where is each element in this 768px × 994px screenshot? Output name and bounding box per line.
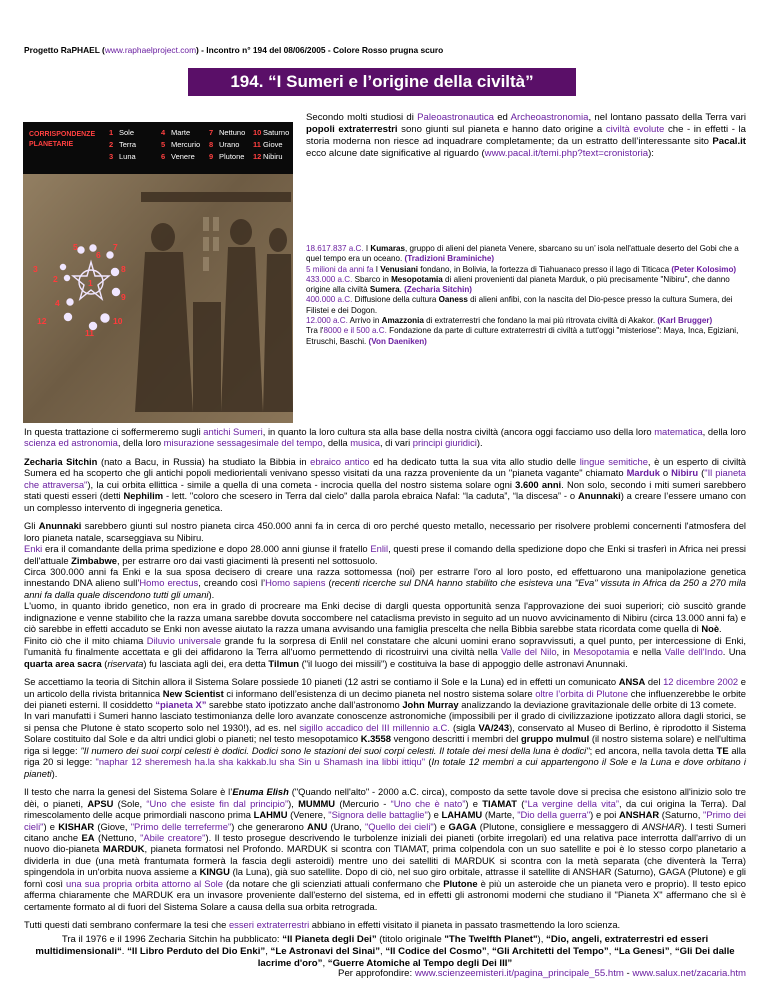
link-pianeta-attraversa[interactable]: "Il pianeta che attraversa" (24, 467, 746, 490)
link-enlil[interactable]: Enlil (370, 543, 389, 555)
star-number: 2 (53, 274, 58, 284)
legend-planet-name: Plutone (219, 152, 245, 161)
legend-number: 12 (253, 152, 262, 161)
legend-title-1: CORRISPONDENZE (29, 131, 96, 138)
paragraph-5: Il testo che narra la genesi del Sistema Solare è l’Enuma Elish ("Quando nell'alto" - 2000 a.C. circa), composto da sette tavole dove si precisa che esistono all'inizio solo tre dèi, o pianeti, APSU (Sole, “Uno che esiste fin dal principio”), MUMMU (Mercurio - “Uno che è nato”) e TIAMAT (“La vergine della vita”, da cui origina la Terra). Dal rimescolamento delle acque primordiali nascono prima LAHMU (Venere, "Signora delle battaglie") e LAHAMU (Marte, "Dio della guerra") e poi ANSHAR (Saturno, "Primo dei cieli") e KISHAR (Giove, "Primo delle terreferme") che generarono ANU (Urano, "Quello dei cieli") e GAGA (Plutone, consigliere e messaggero di ANSHAR). I testi Sumeri citano anche EA (Nettuno, "Abile creatore"). Il testo prosegue descrivendo le turbolenze iniziali dei pianeti (orbite irregolari) ed una relativa pace interrotta dall'arrivo di un nuovo dio-pianeta MARDUK, pianeta formatosi nel Profondo. MARDUK si scontra con TIAMAT, prima colpendola con un suo satellite e poi è lo stesso corpo planetario a dividerla in due (una metà frantumata formerà la fascia degli asteroidi) mentre uno dei satelliti di MARDUK si scontra con la metà separata (che diventerà la Terra) spingendola in un'orbita nuova assieme a KINGU (la Luna), già suo satellite. Dopo di ciò, nel suo giro orbitale, attrasse il satellite di ANSHAR (Saturno), GAGA (Plutone) e gli fornì così una sua propria orbita attorno al Sole (da notare che gli scienziati attuali confermano che Plutone è più un asteroide che un pianeta vero e proprio). Il testo epico afferma chiaramente che MARDUK era un invasore proveniente dall'esterno del sistema, ed in effetti gli astronomi moderni che studiano il "Pianeta X" affermano che sì è certamente formato al di fuori del Sistema Solare a causa della sua orbita retrograda. (24, 786, 747, 912)
link-lahamu[interactable]: "Dio della guerra" (517, 809, 591, 821)
article-body (24, 426, 746, 938)
link-esseri-extraterrestri[interactable]: esseri extraterrestri (228, 919, 310, 931)
legend-title-2: PLANETARIE (29, 141, 74, 148)
link-pianeta-x[interactable]: “pianeta X” (155, 698, 207, 710)
link-pacal[interactable]: www.pacal.it/temi.php?text=cronistoria (484, 148, 649, 159)
seal-band (141, 192, 291, 202)
legend-number: 10 (253, 128, 262, 137)
link-mummu[interactable]: “Uno che è nato” (390, 797, 466, 809)
planet-dot (61, 265, 66, 270)
header-link[interactable]: www.raphaelproject.com (104, 45, 197, 55)
timeline-item: Tra l'8000 e il 500 a.C. Fondazione da parte di culture extraterrestri di civiltà a tutt'oggi "misteriose": Maya, Inca, Egiziani, Etruschi, Baschi. (Von Daeniken) (306, 326, 739, 346)
star-number: 12 (37, 316, 47, 326)
star-number: 10 (113, 316, 123, 326)
legend-number: 3 (109, 152, 114, 161)
legend-number: 8 (209, 140, 214, 149)
legend-planet-name: Mercurio (171, 140, 201, 149)
planet-dot (65, 314, 72, 321)
legend-planet-name: Venere (171, 152, 195, 161)
cuneiform-mark (203, 237, 209, 251)
throne (193, 302, 221, 412)
figure-head (230, 219, 252, 245)
star-number: 11 (85, 328, 94, 338)
link-ea[interactable]: "Abile creatore" (140, 831, 206, 843)
legend-number: 4 (161, 128, 166, 137)
link-oltre-plutone[interactable]: oltre l’orbita di Plutone (535, 687, 629, 699)
star-number: 1 (88, 278, 93, 288)
link-antichi-sumeri[interactable]: antichi Sumeri (203, 426, 263, 437)
link-valle-indo[interactable]: Valle dell'Indo (664, 646, 723, 658)
link-misurazione-tempo[interactable]: misurazione sessagesimale del tempo (163, 437, 323, 449)
planet-dot (67, 299, 73, 305)
books-list: Tra il 1976 e il 1996 Zecharia Sitchin ha pubblicato: “Il Pianeta degli Dei” (titolo originale "The Twelfth Planet"), “Dio, angeli, extraterrestri ed esseri multidimensionali“. “Il Libro Perduto del Dio Enki”, “Le Astronavi del Sinai”, “Il Codice del Cosmo”, “Gli Architetti del Tempo”, “La Genesi”, “Gli Dei dalle lacrime d'oro”, “Guerre Atomiche al Tempo degli Dei III” (35, 934, 735, 969)
legend-planet-name: Luna (119, 152, 136, 161)
paragraph-4: Se accettiamo la teoria di Sitchin allora il Sistema Solare possiede 10 pianeti (12 astri se contiamo il Sole e la Luna) ed in effetti un comunicato ANSA del 12 dicembre 2002 e un articolo della rivista britannica New Scientist ci informano dell’esistenza di un decimo pianeta nel nostro sistema solare oltre l’orbita di Plutone che influenzerebbe le orbite dei pianeti esterni. Il cosiddetto “pianeta X” sarebbe stato ipotizzato anche dall’astronomo John Murray analizzando la deviazione gravitazionale delle orbite di 13 comete. In vari manufatti i Sumeri hanno lasciato testimonianza delle loro avanzate conoscenze astronomiche (impossibili per il grado di civilizzazione ipotizzato allora dagli storici, se si pensa che Plutone è stato scoperto solo nel 1930!), ad es. nel sigillo accadico del III millennio a.C. (sigla VA/243), conservato al Museo di Berlino, è riprodotto il Sistema Solare costituito dal Sole e da altri undici globi o pianeti; nel testo mesopotamico K.3558 vengono descritti i membri del gruppo mulmul (il nostro sistema solare) e nell'ultima riga si legge: "Il numero dei suoi corpi celesti è dodici. Dodici sono le stazioni dei suoi corpi celesti. Il totale dei mesi della luna è dodici"; ed ancora, nella tavola detta TE alla riga 20 si legge: "naphar 12 sheremesh ha.la sha kakkab.lu sha Sin u Shamash ina libbi ittiqu" (In totale 12 membri a cui appartengono il Sole e la Luna e dove orbitano i pianeti). (24, 676, 747, 779)
legend-planet-name: Urano (219, 140, 240, 149)
legend-number: 1 (109, 128, 114, 137)
link-tavola-te[interactable]: "naphar 12 sheremesh ha.la sha kakkab.lu sha Sin u Shamash ina libbi ittiqu" (95, 756, 426, 768)
link-kishar[interactable]: "Primo delle terreferme" (130, 820, 232, 832)
link-lingue-semitiche[interactable]: lingue semitiche (579, 455, 648, 467)
link-sigillo-accadico[interactable]: sigillo accadico del III millennio a.C. (299, 721, 450, 733)
legend-number: 9 (209, 152, 214, 161)
link-valle-nilo[interactable]: Valle del Nilo (500, 646, 557, 658)
legend-planet-name: Sole (119, 128, 135, 137)
timeline (306, 244, 746, 347)
link-orbita-sole[interactable]: una sua propria orbita attorno al Sole (66, 877, 223, 889)
link-enki[interactable]: Enki (24, 543, 43, 555)
timeline-item: 400.000 a.C. Diffusione della cultura Oaness di alieni anfibi, con la nascita del Dio-pesce presso la cultura Sumera, dei Filistei e dei Dogon. (306, 295, 733, 315)
paragraph-6: Tutti questi dati sembrano confermare la tesi che esseri extraterrestri abbiano in effetti visitato il pianeta in passato trasmettendo la loro scienza. (24, 919, 621, 931)
link-civilta-evolute[interactable]: civiltà evolute (605, 124, 665, 135)
paragraph-2: Zecharia Sitchin (nato a Bacu, in Russia) ha studiato la Bibbia in ebraico antico ed ha dedicato tutta la sua vita allo studio delle lingue semitiche, è un esperto di civiltà Sumera ed ha scoperto che gli antichi popoli mediorientali venivano spesso visitati da una razza proveniente da un "pianeta vagante" chiamato Marduk o Nibiru ("Il pianeta che attraversa"), la cui orbita ellittica - simile a quella di una cometa - incrocia quella del nostro sistema solare ogni 3.600 anni. Non solo, secondo i miti sumeri sarebbero stati questi esseri (detti Nephilim - lett. "coloro che scesero in Terra dal cielo" dalla parola ebraica Nafal: “la caduta”, “la discesa” - o Anunnaki) a creare l’essere umano con un complesso intervento di ingegneria genetica. (24, 455, 747, 513)
link-tiamat[interactable]: “La vergine della vita” (524, 797, 619, 809)
legend-planet-name: Nibiru (263, 152, 283, 161)
legend-number: 7 (209, 128, 214, 137)
cuneiform-mark (213, 217, 219, 231)
link-ansa-2002[interactable]: 12 dicembre 2002 (663, 676, 739, 688)
cuneiform-mark (203, 257, 209, 271)
planet-dot (113, 289, 120, 296)
planet-dot (78, 247, 84, 253)
link-ebraico-antico[interactable]: ebraico antico (310, 455, 370, 467)
link-archeoastronomia[interactable]: Archeoastronomia (510, 112, 589, 123)
legend-planet-name: Saturno (263, 128, 290, 137)
seated-figure (135, 252, 193, 412)
link-matematica[interactable]: matematica (654, 426, 703, 437)
star-number: 3 (33, 264, 38, 274)
timeline-item: 433.000 a.C. Sbarco in Mesopotamia di alieni provenienti dal pianeta Marduk, o più precisamente "Nibiru", che danno origine alla civiltà Sumera. (Zecharia Sitchin) (306, 274, 730, 295)
legend-number: 2 (109, 140, 114, 149)
paragraph-3: Gli Anunnaki sarebbero giunti sul nostro pianeta circa 450.000 anni fa in cerca di oro perché questo metallo, necessario per risolvere problemi concernenti l'atmosfera del loro pianeta natale, scarseggiava su Nibiru. Enki era il comandante della prima spedizione e dopo 28.000 anni giunse il fratello Enlil, questi prese il comando della spedizione dopo che Enki si trasferì in Africa nei pressi dell'attuale Zimbabwe, per estrarre oro dai vasti giacimenti là presenti nel sottosuolo. Circa 300.000 anni fa Enki e la sua sposa decisero di creare una razza sottomessa (noi) per estrarre l'oro al loro posto, ed effettuarono una manipolazione genetica innestando DNA alieno sull’Homo erectus, creando così l’Homo sapiens (recenti ricerche sul DNA hanno stabilito che esisteva una "Eva" vissuta in Africa da 250 a 270 mila anni fa dalla quale discendono tutti gli umani). L'uomo, in quanto ibrido genetico, non era in grado di procreare ma Enki decise di dargli questa opportunità senza l'approvazione dei suoi superiori; ciò suscitò grande indignazione e venne stabilito che la razza umana sarebbe dovuta soccombere nel cataclisma previsto in seguito ad un nuovo avvicinamento di Nibiru (circa 13.000 anni fa) e ciò sarebbe in effetti accaduto se Enki non avesse aiutato la razza umana avvisando una famiglia prescelta che nella Bibbia sarebbe stata ricordata come quella di Noè. Finito ciò che il mito chiama Diluvio universale grande fu la sorpresa di Enlil nel constatare che alcuni uomini erano sopravvissuti, a quel punto, per intercessione di Enki, l'umanità fu finalmente accettata e gli dei affidarono la Terra all'uomo permettendo di ricostruirvi una civiltà nella Valle del Nilo, in Mesopotamia e nella Valle dell'Indo. Una quarta area sacra (riservata) fu lasciata agli dei, era detta Tilmun ("il luogo dei missili") e costituiva la base di appoggio delle astronavi Anunnaki. (24, 520, 746, 669)
link-musica[interactable]: musica (350, 437, 380, 449)
timeline-item: 18.617.837 a.C. I Kumaras, gruppo di alieni del pianeta Venere, sbarcano su un’ isola nell'attuale deserto del Gobi che a quel tempo era un oceano. (Tradizioni Braminiche) (306, 244, 739, 264)
intro-paragraph: Secondo molti studiosi di Paleoastronautica ed Archeoastronomia, nel lontano passato della Terra vari popoli extraterrestri sono giunti sul pianeta e hanno dato origine a civiltà evolute che - in effetti - la storia moderna non riesce ad inquadrare completamente; da un estratto dell’interessante sito Pacal.it ecco alcune date significative al riguardo (www.pacal.it/temi.php?text=cronistoria): (306, 112, 747, 159)
link-anshar[interactable]: "Primo dei cieli" (24, 809, 747, 832)
link-paleoastronautica[interactable]: Paleoastronautica (417, 112, 494, 123)
paragraph-1: In questa trattazione ci soffermeremo sugli antichi Sumeri, in quanto la loro cultura sta alla base della nostra civiltà (ancora oggi facciamo uso della loro matematica, della loro scienza ed astronomia, della loro misurazione sessagesimale del tempo, della musica, di vari principi giuridici). (24, 426, 746, 449)
legend-number: 11 (253, 140, 261, 149)
link-homo-erectus[interactable]: Homo erectus (139, 577, 199, 589)
link-principi-giuridici[interactable]: principi giuridici (412, 437, 477, 449)
legend-number: 5 (161, 140, 166, 149)
legend-planet-name: Marte (171, 128, 191, 137)
cuneiform-mark (213, 237, 219, 251)
star-number: 5 (73, 242, 78, 252)
timeline-item: 5 milioni da anni fa I Venusiani fondano, in Bolivia, la fortezza di Tiahuanaco presso il lago di Titicaca (Peter Kolosimo) (306, 264, 737, 274)
legend-planet-name: Giove (263, 140, 283, 149)
link-apsu[interactable]: “Uno che esiste fin dal principio” (146, 797, 289, 809)
cuneiform-mark (203, 217, 209, 231)
link-salux[interactable]: www.salux.net/zacaria.htm (632, 968, 746, 979)
star-number: 8 (121, 264, 126, 274)
link-anu[interactable]: "Quello dei cieli" (364, 820, 434, 832)
star-number: 6 (96, 250, 101, 260)
link-homo-sapiens[interactable]: Homo sapiens (265, 577, 326, 589)
header-suffix: ) - Incontro n° 194 del 08/06/2005 - Colore Rosso prugna scuro (196, 45, 444, 55)
star-number: 7 (113, 242, 118, 252)
legend-planet-name: Nettuno (219, 128, 246, 137)
planet-dot (112, 269, 119, 276)
figure-head (151, 223, 175, 251)
figure-head (269, 228, 287, 252)
legend-number: 6 (161, 152, 166, 161)
standing-figure (263, 254, 293, 412)
link-scienzeemisteri[interactable]: www.scienzeemisteri.it/pagina_principale_55.htm (414, 968, 624, 979)
link-lahmu[interactable]: "Signora delle battaglie" (328, 809, 428, 821)
planet-dot (65, 276, 70, 281)
page-title: 194. “I Sumeri e l’origine della civiltà” (188, 68, 576, 96)
star-number: 4 (55, 298, 60, 308)
legend-planet-name: Terra (119, 140, 137, 149)
link-scienza-astronomia[interactable]: scienza ed astronomia (24, 437, 118, 449)
star-number: 9 (121, 292, 126, 302)
header-line (24, 45, 443, 55)
header-prefix: Progetto RaPHAEL ( (24, 45, 105, 55)
timeline-item: 12.000 a.C. Arrivo in Amazzonia di extraterrestri che fondano la mai più ritrovata civiltà di Akakor. (Karl Brugger) (306, 316, 713, 326)
planet-dot (101, 314, 109, 322)
seal-illustration (23, 122, 293, 423)
sumerian-seal-figure (23, 122, 293, 423)
link-diluvio[interactable]: Diluvio universale (146, 634, 222, 646)
planet-dot (107, 252, 113, 258)
further-reading: Per approfondire: www.scienzeemisteri.it/pagina_principale_55.htm - www.salux.net/zacaria.htm (338, 968, 746, 979)
link-mesopotamia[interactable]: Mesopotamia (573, 646, 630, 658)
